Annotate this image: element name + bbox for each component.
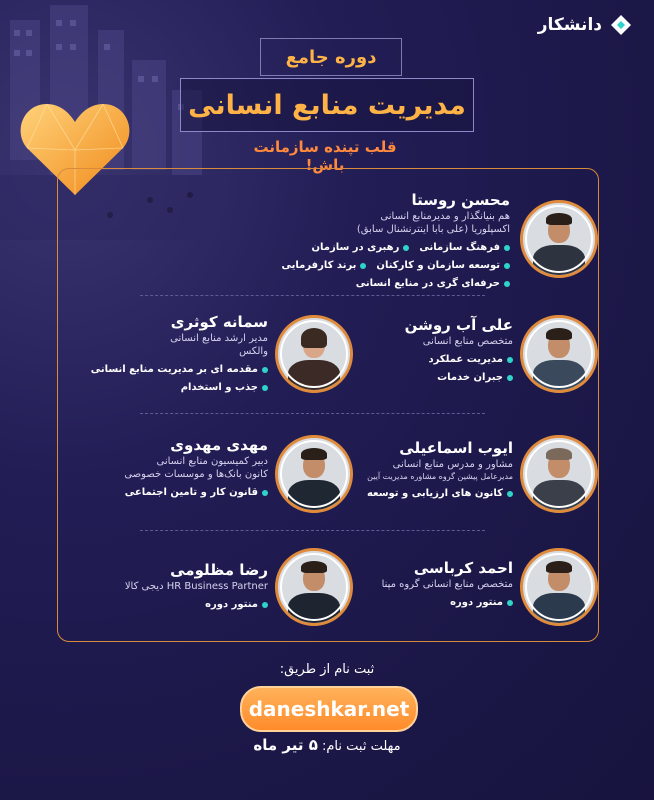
- topic-tag: جذب و استخدام: [90, 380, 268, 395]
- divider: [140, 530, 485, 531]
- instructor-name: احمد کرباسی: [413, 559, 513, 577]
- register-label: ثبت نام از طریق:: [279, 662, 375, 677]
- course-badge: دوره جامع: [260, 38, 402, 76]
- instructor-role: مشاور و مدرس منابع انسانی: [392, 459, 513, 470]
- divider: [140, 413, 485, 414]
- registration-deadline: [200, 736, 454, 754]
- instructor-card: [375, 315, 513, 385]
- instructor-role: دبیر کمیسیون منابع انسانی: [156, 456, 268, 467]
- avatar: [520, 200, 598, 278]
- instructor-name: محسن روستا: [411, 191, 510, 209]
- instructor-name: ایوب اسماعیلی: [399, 439, 513, 457]
- topic-tag: توسعه سازمان و کارکنان: [376, 258, 510, 273]
- topic-tag: جبران خدمات: [375, 370, 513, 385]
- topic-tag: رهبری در سازمان: [311, 240, 409, 255]
- avatar: [520, 435, 598, 513]
- instructor-role: کانون بانک‌ها و موسسات خصوصی: [124, 469, 268, 480]
- instructor-role: والکس: [239, 346, 268, 357]
- instructor-card: [345, 558, 513, 610]
- avatar: [275, 315, 353, 393]
- instructor-role: اکسپلوریا (علی بابا اینترنشنال سابق): [356, 224, 510, 235]
- topic-tag: مقدمه ای بر مدیریت منابع انسانی: [90, 362, 268, 377]
- instructor-role: هم بنیانگذار و مدیرمنابع انسانی: [380, 211, 510, 222]
- divider: [140, 295, 485, 296]
- topic-tag: منتور دوره: [205, 597, 268, 612]
- instructor-card: [85, 435, 268, 500]
- topic-tag: مدیریت عملکرد: [375, 352, 513, 367]
- page-title: مدیریت منابع انسانی: [180, 78, 474, 132]
- avatar: [275, 435, 353, 513]
- topic-tag: منتور دوره: [450, 595, 513, 610]
- deadline-value: ۵ تیر ماه: [253, 736, 318, 754]
- instructor-name: مهدی مهدوی: [170, 436, 268, 454]
- instructor-name: سمانه کوثری: [170, 313, 268, 331]
- instructor-role: HR Business Partner دیجی کالا: [124, 581, 268, 592]
- instructor-role: متخصص منابع انسانی گروه مپنا: [381, 579, 513, 590]
- instructor-role: مدیر ارشد منابع انسانی: [170, 333, 268, 344]
- instructor-card: [345, 438, 513, 501]
- deadline-label: مهلت ثبت نام:: [322, 739, 401, 754]
- brand-logo[interactable]: [538, 14, 632, 36]
- topic-tag: فرهنگ سازمانی: [419, 240, 510, 255]
- avatar: [520, 315, 598, 393]
- avatar: [275, 548, 353, 626]
- instructor-card: [90, 312, 268, 395]
- instructor-role: مدیرعامل پیشین گروه مشاوره مدیریت آیین: [367, 472, 513, 481]
- instructor-card: [100, 560, 268, 612]
- website-button[interactable]: daneshkar.net: [240, 686, 418, 732]
- instructor-name: رضا مظلومی: [170, 561, 268, 579]
- topic-tag: برند کارفرمایی: [282, 258, 367, 273]
- topic-tag: کانون های ارزیابی و توسعه: [367, 486, 513, 501]
- logo-text: دانشکار: [537, 15, 602, 35]
- logo-mark-icon: [610, 14, 632, 36]
- avatar: [520, 548, 598, 626]
- instructor-role: متخصص منابع انسانی: [422, 336, 513, 347]
- topic-tag: قانون کار و تامین اجتماعی: [125, 485, 268, 500]
- instructor-card: [190, 190, 510, 291]
- topic-tag: حرفه‌ای گری در منابع انسانی: [356, 276, 510, 291]
- page-subtitle: قلب تپنده سازمانت باش!: [253, 138, 397, 174]
- instructor-name: علی آب روشن: [404, 316, 513, 334]
